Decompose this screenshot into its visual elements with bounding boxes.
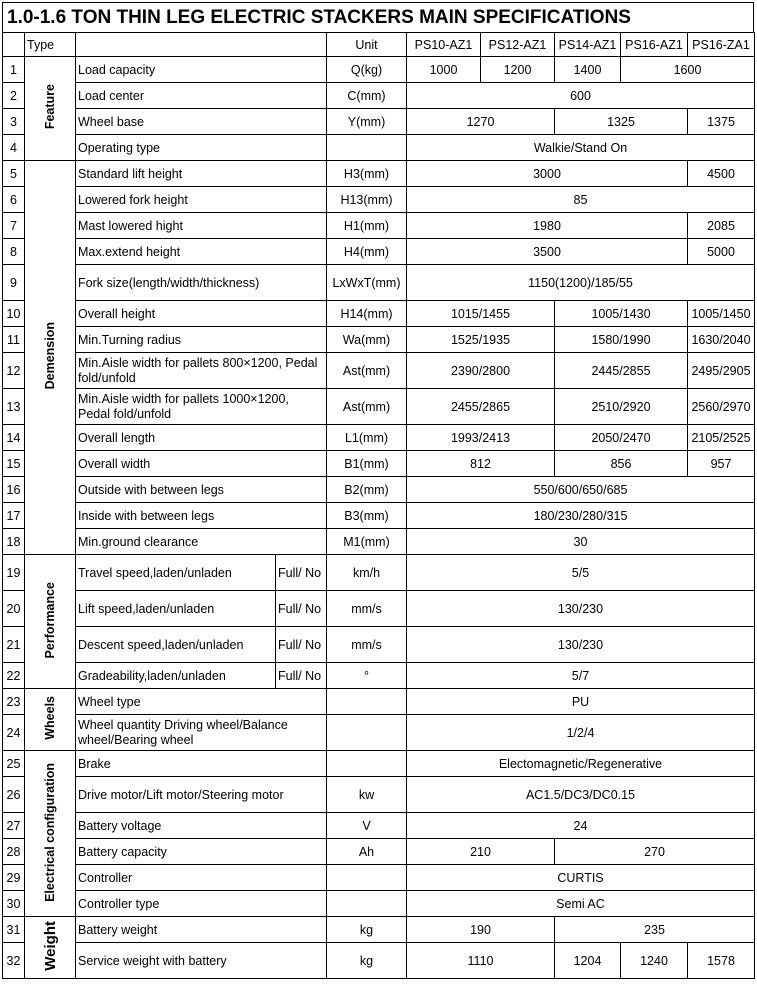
table-row: 14 Overall length L1(mm) 1993/2413 2050/2470 2105/2525: [3, 425, 755, 451]
table-row: 4 Operating type Walkie/Stand On: [3, 135, 755, 161]
unit-label: Unit: [327, 33, 407, 57]
table-row: 5 Demension Standard lift height H3(mm) 3000 4500: [3, 161, 755, 187]
table-row: 13 Min.Aisle width for pallets 1000×1200, Pedal fold/unfold Ast(mm) 2455/2865 2510/2920 2560/2970: [3, 389, 755, 425]
table-row: 21 Descent speed,laden/unladen Full/ No mm/s 130/230: [3, 627, 755, 663]
table-row: 24 Wheel quantity Driving wheel/Balance wheel/Bearing wheel 1/2/4: [3, 715, 755, 751]
header-row: [3, 33, 755, 57]
table-row: 26 Drive motor/Lift motor/Steering motor kw AC1.5/DC3/DC0.15: [3, 777, 755, 813]
table-row: 30 Controller type Semi AC: [3, 891, 755, 917]
sheet-title: 1.0-1.6 TON THIN LEG ELECTRIC STACKERS MAIN SPECIFICATIONS: [2, 2, 754, 32]
table-row: 15 Overall width B1(mm) 812 856 957: [3, 451, 755, 477]
model-header: PS12-AZ1: [481, 33, 555, 57]
model-header: PS16-ZA1: [688, 33, 755, 57]
table-row: 12 Min.Aisle width for pallets 800×1200, Pedal fold/unfold Ast(mm) 2390/2800 2445/2855 2495/2905: [3, 353, 755, 389]
table-row: 8 Max.extend height H4(mm) 3500 5000: [3, 239, 755, 265]
spec-sheet: [2, 2, 754, 979]
table-row: 20 Lift speed,laden/unladen Full/ No mm/s 130/230: [3, 591, 755, 627]
model-header: PS16-AZ1: [621, 33, 688, 57]
table-row: 27 Battery voltage V 24: [3, 813, 755, 839]
table-row: 2 Load center C(mm) 600: [3, 83, 755, 109]
table-row: 9 Fork size(length/width/thickness) LxWxT(mm) 1150(1200)/185/55: [3, 265, 755, 301]
table-row: 17 Inside with between legs B3(mm) 180/230/280/315: [3, 503, 755, 529]
table-row: 22 Gradeability,laden/unladen Full/ No ° 5/7: [3, 663, 755, 689]
table-row: 7 Mast lowered hight H1(mm) 1980 2085: [3, 213, 755, 239]
group-electrical: Electrical configuration: [25, 751, 76, 917]
table-row: 16 Outside with between legs B2(mm) 550/600/650/685: [3, 477, 755, 503]
table-row: 18 Min.ground clearance M1(mm) 30: [3, 529, 755, 555]
table-row: 23 Wheels Wheel type PU: [3, 689, 755, 715]
table-row: 1 Feature Load capacity Q(kg) 1000 1200 1400 1600: [3, 57, 755, 83]
table-row: 6 Lowered fork height H13(mm) 85: [3, 187, 755, 213]
type-label: Type: [25, 33, 76, 57]
table-row: 29 Controller CURTIS: [3, 865, 755, 891]
table-row: 10 Overall height H14(mm) 1015/1455 1005/1430 1005/1450: [3, 301, 755, 327]
table-row: 19 Performance Travel speed,laden/unladen Full/ No km/h 5/5: [3, 555, 755, 591]
group-demension: Demension: [25, 161, 76, 555]
model-header: PS14-AZ1: [555, 33, 621, 57]
group-wheels: Wheels: [25, 689, 76, 751]
model-header: PS10-AZ1: [407, 33, 481, 57]
table-row: 28 Battery capacity Ah 210 270: [3, 839, 755, 865]
table-row: 25 Electrical configuration Brake Electomagnetic/Regenerative: [3, 751, 755, 777]
group-performance: Performance: [25, 555, 76, 689]
group-weight: Weight: [25, 917, 76, 979]
table-row: 32 Service weight with battery kg 1110 1204 1240 1578: [3, 943, 755, 979]
group-feature: Feature: [25, 57, 76, 161]
spec-table: [2, 32, 755, 979]
table-row: 31 Weight Battery weight kg 190 235: [3, 917, 755, 943]
table-row: 11 Min.Turning radius Wa(mm) 1525/1935 1580/1990 1630/2040: [3, 327, 755, 353]
table-row: 3 Wheel base Y(mm) 1270 1325 1375: [3, 109, 755, 135]
